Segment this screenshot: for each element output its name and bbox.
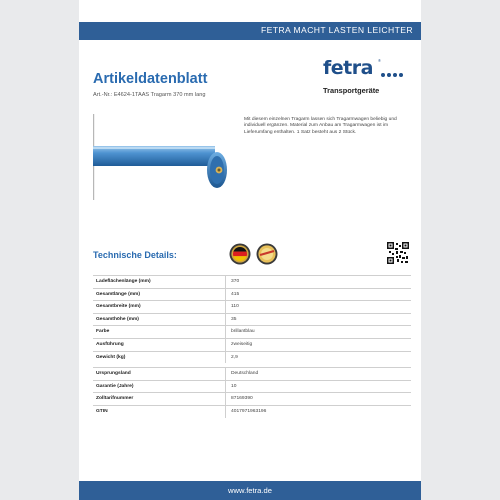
spec-row xyxy=(93,392,411,405)
spec-divider xyxy=(225,314,226,326)
spec-label: Gewicht (kg) xyxy=(96,354,126,360)
spec-value: brillantblau xyxy=(231,329,255,335)
header-slogan: FETRA MACHT LASTEN LEICHTER xyxy=(261,25,413,35)
qr-code-icon[interactable] xyxy=(387,242,409,264)
logo-subtitle: Transportgeräte xyxy=(323,86,380,95)
spec-divider xyxy=(225,352,226,364)
spec-divider xyxy=(225,368,226,380)
logo-dots-icon xyxy=(381,73,403,78)
spec-row xyxy=(93,300,411,313)
spec-value: 10 xyxy=(231,383,237,389)
spec-divider xyxy=(225,393,226,405)
spec-divider xyxy=(225,406,226,418)
spec-divider xyxy=(225,326,226,338)
spec-value: 2,9 xyxy=(231,354,238,360)
spec-value: 415 xyxy=(231,291,240,297)
spec-row xyxy=(93,313,411,326)
spec-row xyxy=(93,275,411,288)
fetra-logo xyxy=(317,57,403,101)
footer-url[interactable]: www.fetra.de xyxy=(228,486,272,495)
spec-label: Ladeflächenlänge (mm) xyxy=(96,279,151,284)
german-flag-badge-icon xyxy=(229,243,251,265)
spec-row xyxy=(93,325,411,338)
spec-label: Ursprungsland xyxy=(96,371,131,377)
spec-label: Gesamthöhe (mm) xyxy=(96,316,139,322)
quality-seal-badge-icon xyxy=(256,243,278,265)
logo-wordmark: fetra xyxy=(323,57,373,79)
spec-label: Gesamtbreite (mm) xyxy=(96,304,141,310)
spec-row xyxy=(93,351,411,364)
spec-row xyxy=(93,380,411,393)
spec-divider xyxy=(225,276,226,288)
spec-value: zweiseitig xyxy=(231,341,253,347)
spec-value: 110 xyxy=(231,304,239,310)
article-number: Art.-Nr.: E4624-1TAAS Tragarm 370 mm lang xyxy=(93,92,206,98)
spec-row xyxy=(93,367,411,380)
spec-value: 370 xyxy=(231,279,240,284)
spec-value: 4017971963196 xyxy=(231,408,267,414)
spec-divider xyxy=(225,339,226,351)
spec-label: Farbe xyxy=(96,329,110,335)
header-bar xyxy=(79,22,421,40)
logo-registered-mark: ® xyxy=(378,58,381,63)
spec-value: 87169390 xyxy=(231,396,253,402)
spec-label: Gesamtlänge (mm) xyxy=(96,291,141,297)
spec-group-dimensions xyxy=(93,275,411,363)
product-description: Mit diesem einzelnen Tragarm lassen sich Tragarmwagen beliebig und individuell ergänzen. Material zum Anbau am Tragarmwagen ist im Lieferumfang enthalten. 1 Satz besteht aus 2 Stück. xyxy=(244,117,397,135)
spec-divider xyxy=(225,381,226,393)
spec-label: GTIN xyxy=(96,408,108,414)
spec-value: 35 xyxy=(231,316,237,322)
page-title: Artikeldatenblatt xyxy=(93,71,208,87)
spec-label: Garantie (Jahre) xyxy=(96,383,134,389)
spec-divider xyxy=(225,301,226,313)
product-photo xyxy=(93,114,233,232)
spec-row xyxy=(93,288,411,301)
spec-divider xyxy=(225,289,226,301)
spec-table xyxy=(93,275,411,418)
spec-row xyxy=(93,405,411,418)
spec-group-origin xyxy=(93,367,411,417)
tech-details-heading: Technische Details: xyxy=(93,250,177,260)
spec-row xyxy=(93,338,411,351)
footer-bar xyxy=(79,481,421,500)
spec-label: Ausführung xyxy=(96,341,124,347)
spec-label: Zolltarifnummer xyxy=(96,396,134,402)
datasheet-page xyxy=(79,0,421,500)
spec-value: Deutschland xyxy=(231,371,259,377)
